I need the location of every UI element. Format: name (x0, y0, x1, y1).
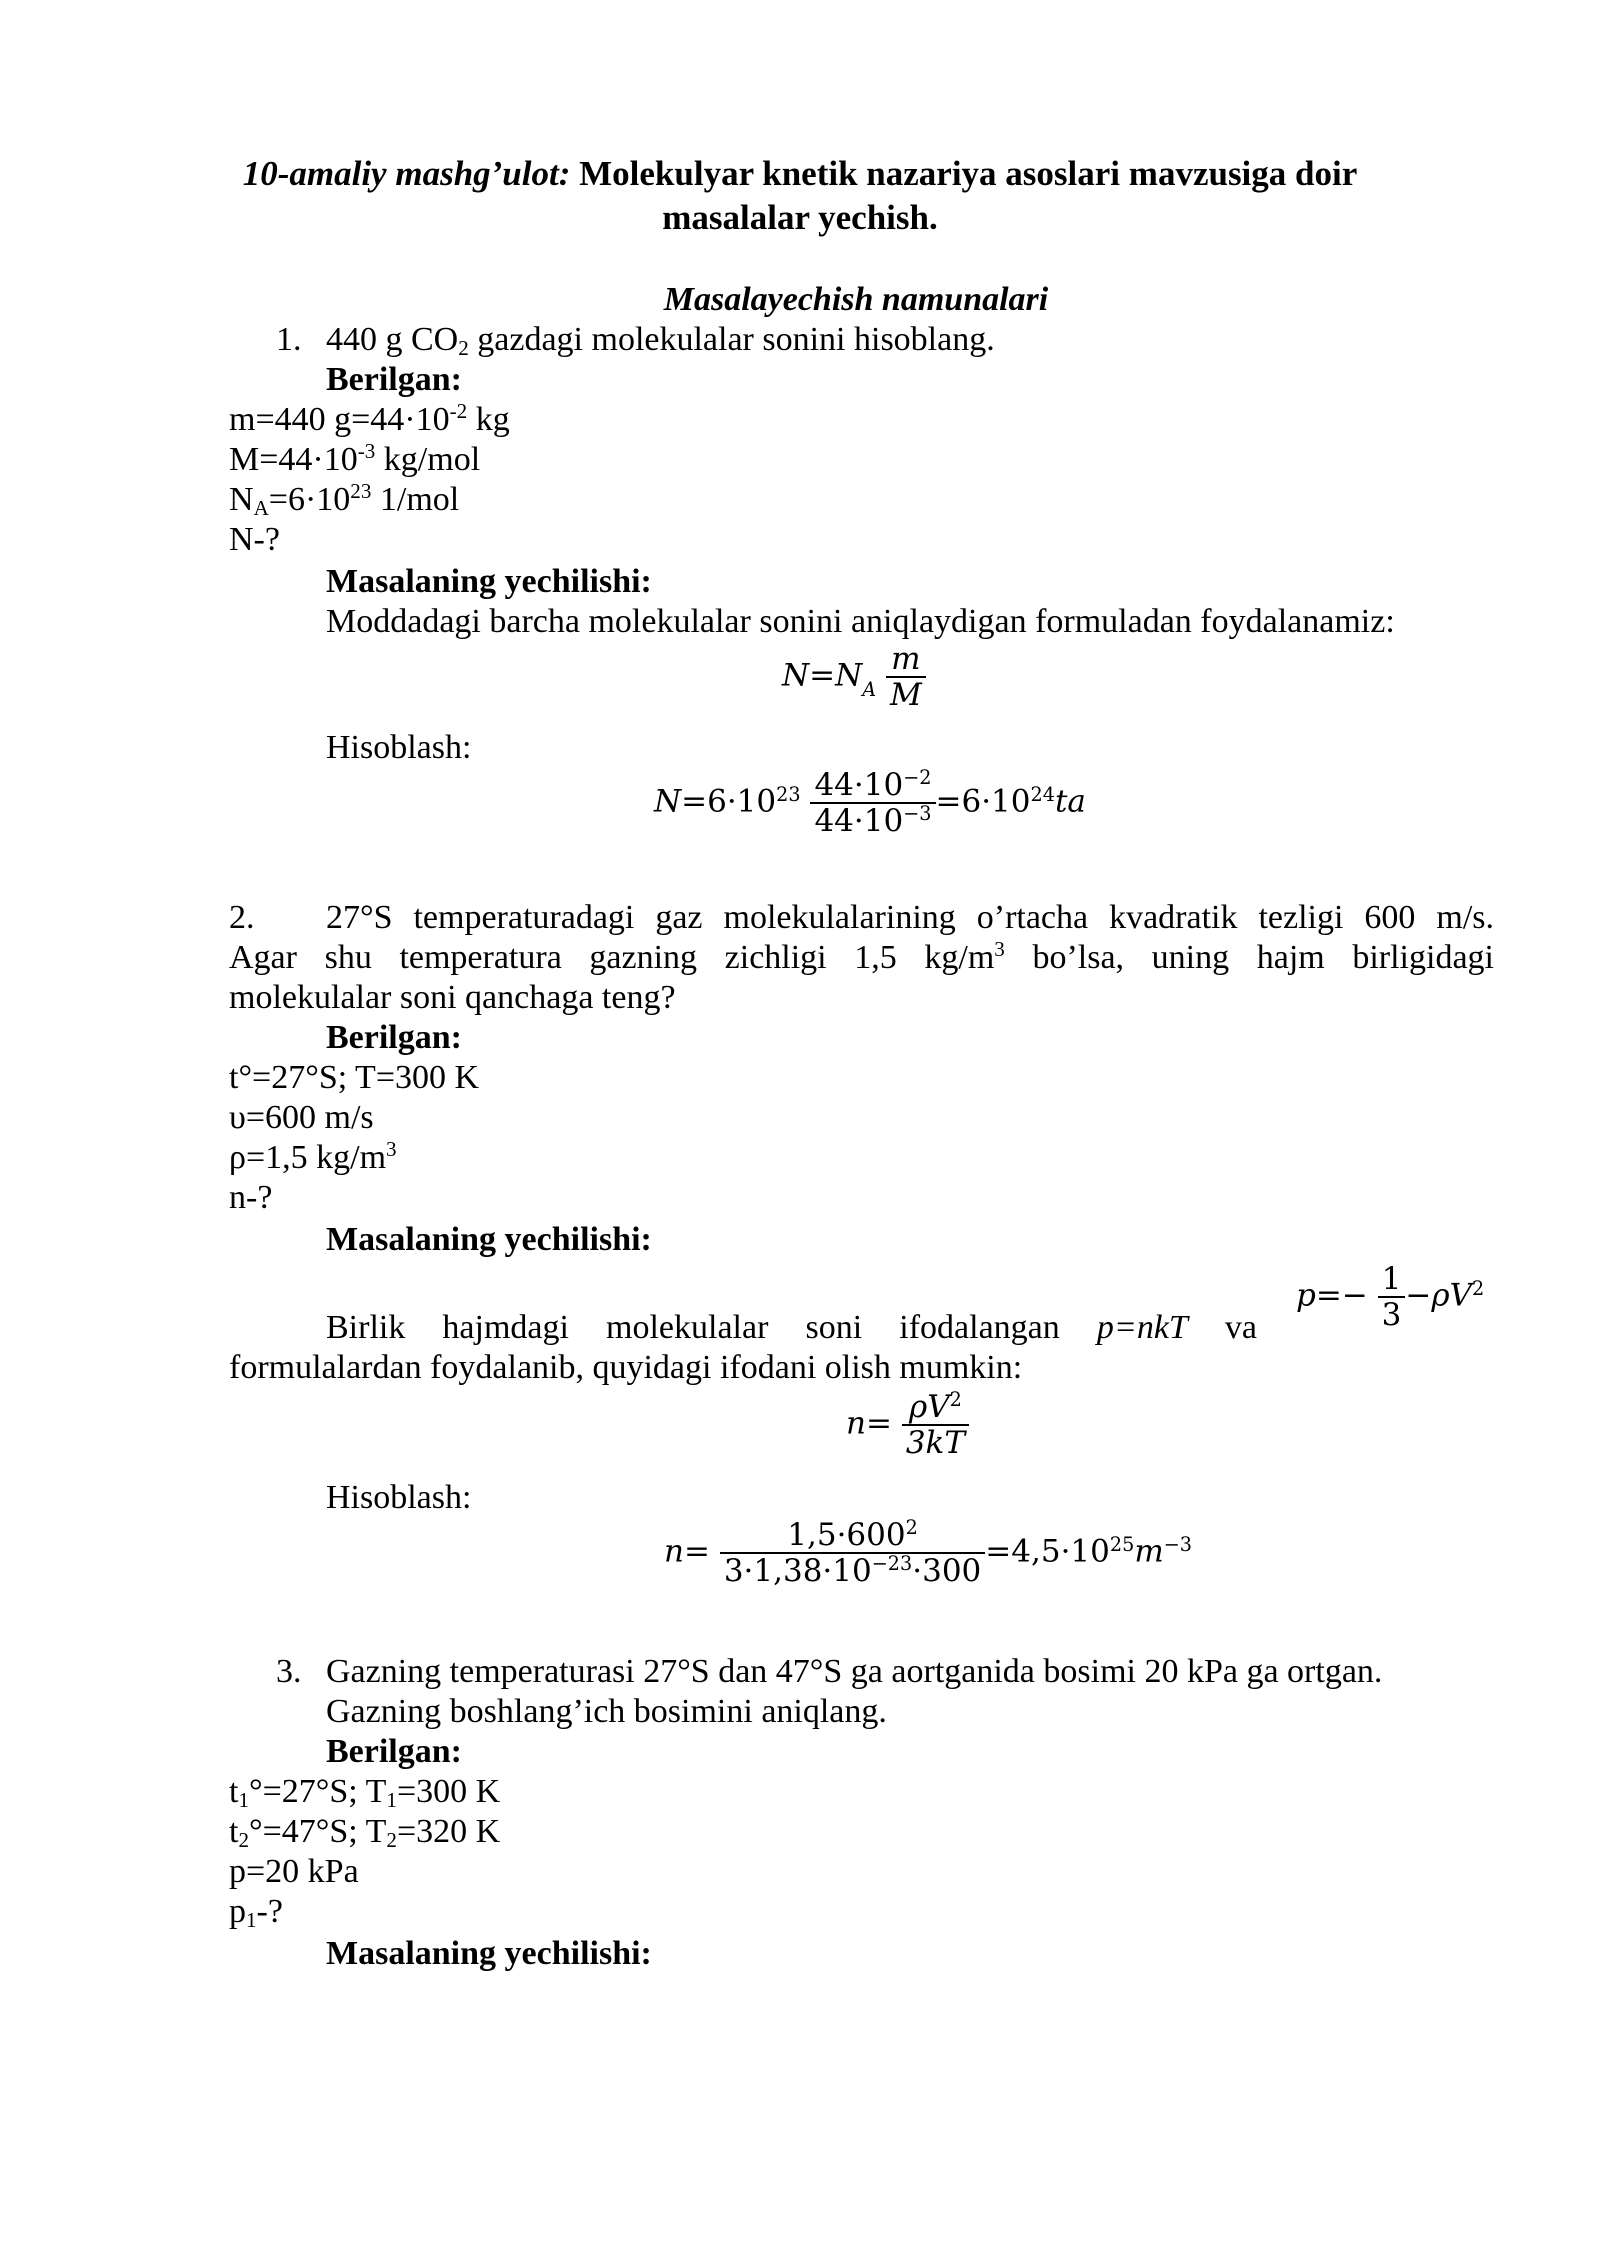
problem1-find: N-? (229, 521, 280, 558)
problem1-given-m (229, 400, 510, 440)
problem3-line1: Gazning temperaturasi 27°S dan 47°S ga aortganida bosimi 20 kPa ga ortgan. (326, 1653, 1383, 1690)
solution-line1-a: Birlik hajmdagi molekulalar soni ifodalangan (326, 1309, 1060, 1346)
side-formula-lhs: p (1296, 1277, 1316, 1314)
given-NA-value: =6·10 (268, 481, 351, 518)
problem2-find: n-? (229, 1179, 273, 1216)
calc2-eq: = (683, 1533, 710, 1570)
formula2-fraction (902, 1390, 969, 1460)
section-heading: Masalayechish namunalari (663, 281, 1049, 318)
t2-a: t (229, 1813, 239, 1850)
formula-fraction (886, 642, 926, 712)
problem1-statement (326, 320, 995, 360)
problem3-given-t2 (229, 1812, 500, 1852)
given-rho: ρ=1,5 kg/m (229, 1139, 387, 1176)
problem1-given-label: Berilgan: (326, 361, 462, 398)
given-m-exp: -2 (449, 399, 468, 424)
given-M-unit: kg/mol (375, 441, 481, 478)
calc2-numerator (720, 1518, 985, 1554)
problem2-text2a: Agar shu temperatura gazning zichligi 1,5 kg/m (229, 939, 995, 976)
problem3-given-t1 (229, 1772, 500, 1812)
problem1-statement-b: gazdagi molekulalar sonini hisoblang. (468, 321, 995, 358)
t1-a: t (229, 1773, 239, 1810)
formula2-num: ρV (908, 1389, 950, 1425)
calc-coef: 6·10 (707, 783, 777, 820)
side-formula-num: 1 (1378, 1262, 1406, 1298)
formula2-lhs: n (846, 1405, 866, 1442)
formula-denominator: M (889, 677, 922, 713)
problem1-given-M (229, 440, 480, 480)
problem3-given-label: Berilgan: (326, 1733, 462, 1770)
title-bold-1: Molekulyar knetik nazariya asoslari mavzusiga doir (579, 154, 1358, 193)
formula-coef-sub: A (862, 678, 877, 702)
given-NA-unit: 1/mol (371, 481, 460, 518)
t2-sub2: 2 (386, 1828, 397, 1853)
formula-eq: = (809, 657, 836, 694)
calc-num-exp: −2 (903, 766, 932, 790)
calc-eq: = (681, 783, 708, 820)
calc-den: 44·10 (814, 803, 904, 839)
t2-c: =320 K (396, 1813, 501, 1850)
side-formula-exp: 2 (1472, 1276, 1485, 1300)
formula-numerator: m (886, 642, 926, 678)
problem1-given-NA (229, 480, 459, 520)
calc2-fraction (720, 1518, 985, 1588)
t2-sub: 2 (238, 1828, 249, 1853)
given-M: M=44·10 (229, 441, 358, 478)
problem3-find (229, 1892, 283, 1932)
t1-sub: 1 (238, 1788, 249, 1813)
formula2-num-exp: 2 (949, 1388, 962, 1412)
t1-b: °=27°S; T (249, 1773, 387, 1810)
problem2-line3: molekulalar soni qanchaga teng? (229, 979, 676, 1016)
formula2-numerator (902, 1390, 969, 1426)
calc2-den-exp: −23 (871, 1552, 913, 1576)
problem2-formula (846, 1390, 969, 1460)
document-title-line2: masalalar yechish. (662, 198, 938, 237)
problem2-text2-exp: 3 (994, 937, 1005, 962)
calc-denominator (810, 804, 935, 838)
problem1-solution-label: Masalaning yechilishi: (326, 563, 652, 600)
calc-result: 6·10 (961, 783, 1031, 820)
problem1-formula (782, 642, 926, 712)
calc2-den-b: ·300 (912, 1553, 982, 1589)
side-formula-den: 3 (1381, 1297, 1402, 1333)
side-formula-eq: =− (1315, 1277, 1368, 1314)
problem1-calc-label: Hisoblash: (326, 729, 472, 766)
calc-result-unit: ta (1054, 783, 1086, 820)
problem2-calc-formula (664, 1518, 1192, 1588)
problem2-text1: 27°S temperaturadagi gaz molekulalarining o’rtacha kvadratik tezligi 600 m/s. (326, 899, 1494, 936)
problem3-given-p: p=20 kPa (229, 1853, 359, 1890)
calc-num: 44·10 (814, 767, 904, 803)
t1-c: =300 K (396, 1773, 501, 1810)
problem1-statement-a: 440 g CO (326, 321, 459, 358)
calc-eq2: = (935, 783, 962, 820)
calc-coef-exp: 23 (776, 782, 801, 806)
calc-fraction (810, 768, 935, 838)
solution-line1-formula: p=nkT (1096, 1309, 1188, 1346)
problem3-line2: Gazning boshlang’ich bosimini aniqlang. (326, 1693, 887, 1730)
formula2-eq: = (865, 1405, 892, 1442)
problem2-text2b: bo’lsa, uning hajm birligidagi (1004, 939, 1494, 976)
given-NA-sub: A (253, 496, 269, 521)
calc-den-exp: −3 (903, 802, 932, 826)
calc-numerator (810, 768, 935, 804)
calc2-result-unit-exp: −3 (1163, 1532, 1193, 1556)
calc-lhs: N (654, 783, 682, 820)
problem1-calc-formula (654, 768, 1086, 838)
problem1-solution-text: Moddadagi barcha molekulalar sonini aniqlaydigan formuladan foydalanamiz: (326, 603, 1395, 640)
calc2-result-exp: 25 (1109, 1532, 1135, 1556)
formula2-den: 3kT (905, 1425, 965, 1461)
t1-sub2: 1 (386, 1788, 397, 1813)
formula-lhs: N (782, 657, 810, 694)
given-NA-exp: 23 (350, 479, 372, 504)
calc2-den-a: 3·1,38·10 (723, 1553, 872, 1589)
title-italic: 10-amaliy mashg’ulot: (242, 154, 571, 193)
problem2-solution-label: Masalaning yechilishi: (326, 1221, 652, 1258)
problem2-line2 (229, 938, 1494, 978)
problem2-given-rho (229, 1138, 397, 1178)
calc2-eq2: = (985, 1533, 1012, 1570)
problem2-given-t: t°=27°S; T=300 K (229, 1059, 480, 1096)
problem2-number: 2. (229, 899, 255, 936)
given-M-exp: -3 (357, 439, 376, 464)
calc2-num: 1,5·600 (787, 1517, 906, 1553)
problem2-calc-label: Hisoblash: (326, 1479, 472, 1516)
t2-b: °=47°S; T (249, 1813, 387, 1850)
calc2-num-exp: 2 (905, 1516, 918, 1540)
problem2-given-v: υ=600 m/s (229, 1099, 374, 1136)
solution-line1-b: va (1224, 1309, 1258, 1346)
given-m-unit: kg (467, 401, 510, 438)
calc2-result: 4,5·10 (1011, 1533, 1110, 1570)
problem2-given-label: Berilgan: (326, 1019, 462, 1056)
given-rho-exp: 3 (386, 1137, 397, 1162)
side-formula-fraction (1378, 1262, 1406, 1332)
given-NA: N (229, 481, 254, 518)
problem2-solution-line1 (326, 1308, 1257, 1348)
problem2-line1 (229, 898, 1494, 938)
problem2-solution-line2: formulalardan foydalanib, quyidagi ifodani olish mumkin: (229, 1349, 1023, 1386)
calc2-result-unit: m (1134, 1533, 1164, 1570)
problem3-solution-label: Masalaning yechilishi: (326, 1935, 652, 1972)
problem3-number: 3. (276, 1653, 302, 1690)
formula-coef: N (835, 657, 863, 694)
problem1-number: 1. (276, 321, 302, 358)
document-title (0, 154, 1600, 194)
given-m: m=440 g=44·10 (229, 401, 450, 438)
p1-a: p (229, 1893, 246, 1930)
calc2-denominator (720, 1554, 985, 1588)
side-formula-rest: −ρV (1405, 1277, 1472, 1314)
p1-sub: 1 (246, 1908, 257, 1933)
problem1-statement-sub: 2 (458, 336, 469, 361)
calc2-lhs: n (664, 1533, 684, 1570)
calc-result-exp: 24 (1030, 782, 1055, 806)
problem2-side-formula (1296, 1262, 1484, 1332)
p1-b: -? (256, 1893, 283, 1930)
